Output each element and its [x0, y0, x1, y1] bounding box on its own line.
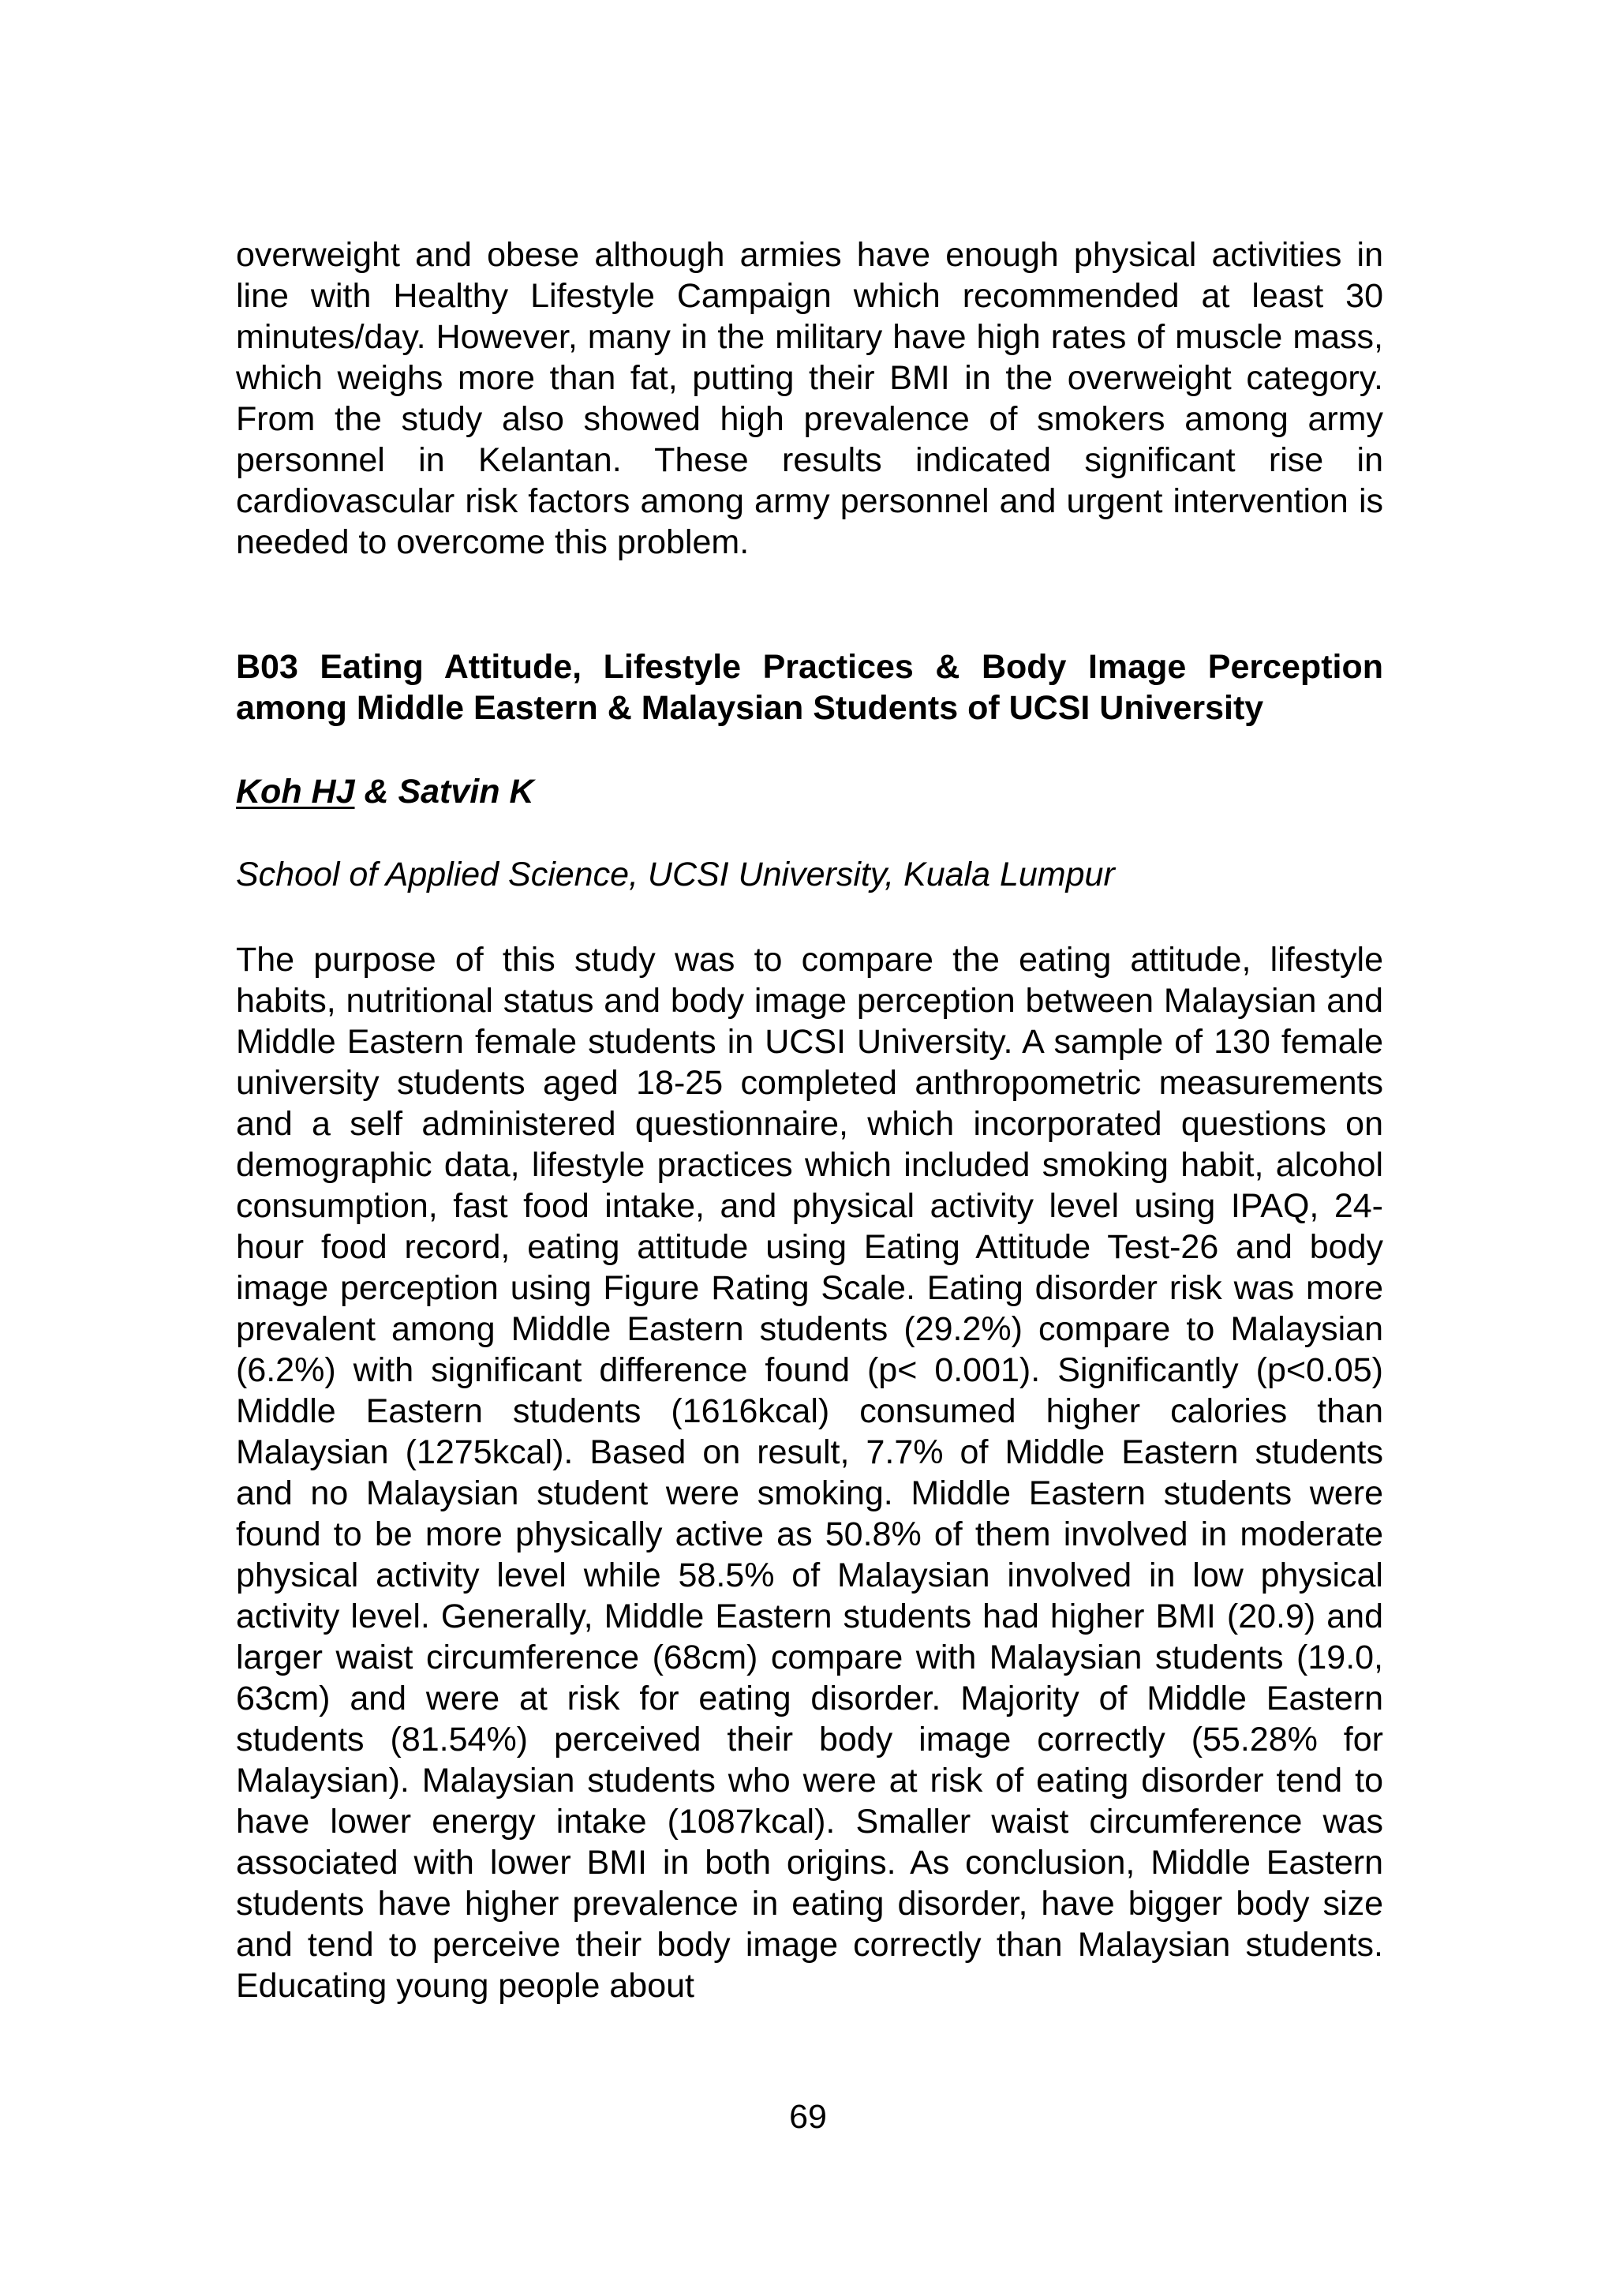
abstract-body: The purpose of this study was to compare the eating attitude, lifestyle habits, nutritional status and body image perception between Malaysian and Middle Eastern female students in UCSI University. A sample of 130 female university students aged 18-25 completed anthropometric measurements and a self administered questionnaire, which incorporated questions on demographic data, lifestyle practices which included smoking habit, alcohol consumption, fast food intake, and physical activity level using IPAQ, 24-hour food record, eating attitude using Eating Attitude Test-26 and body image perception using Figure Rating Scale. Eating disorder risk was more prevalent among Middle Eastern students (29.2%) compare to Malaysian (6.2%) with significant difference found (p< 0.001). Significantly (p<0.05) Middle Eastern students (1616kcal) consumed higher calories than Malaysian (1275kcal). Based on result, 7.7% of Middle Eastern students and no Malaysian student were smoking. Middle Eastern students were found to be more physically active as 50.8% of them involved in moderate physical activity level while 58.5% of Malaysian involved in low physical activity level. Generally, Middle Eastern students had higher BMI (20.9) and larger waist circumference (68cm) compare with Malaysian students (19.0, 63cm) and were at risk for eating disorder. Majority of Middle Eastern students (81.54%) perceived their body image correctly (55.28% for Malaysian). Malaysian students who were at risk of eating disorder tend to have lower energy intake (1087kcal). Smaller waist circumference was associated with lower BMI in both origins. As conclusion, Middle Eastern students have higher prevalence in eating disorder, have bigger body size and tend to perceive their body image correctly than Malaysian students. Educating young people about	[236, 941, 1383, 2005]
continuation-paragraph: overweight and obese although armies have enough physical activities in line with Healthy Lifestyle Campaign which recommended at least 30 minutes/day. However, many in the military have high rates of muscle mass, which weighs more than fat, putting their BMI in the overweight category. From the study also showed high prevalence of smokers among army personnel in Kelantan. These results indicated significant rise in cardiovascular risk factors among army personnel and urgent intervention is needed to overcome this problem.	[236, 236, 1383, 561]
author-line	[236, 771, 534, 812]
author-separator: &	[354, 773, 398, 811]
page-number: 69	[789, 2098, 827, 2136]
affiliation: School of Applied Science, UCSI University, Kuala Lumpur	[236, 856, 1115, 893]
presenting-author: Koh HJ	[236, 773, 355, 811]
abstract-title: B03 Eating Attitude, Lifestyle Practices & Body Image Perception among Middle Eastern & Malaysian Students of UCSI University	[236, 648, 1383, 727]
coauthor: Satvin K	[398, 773, 534, 811]
